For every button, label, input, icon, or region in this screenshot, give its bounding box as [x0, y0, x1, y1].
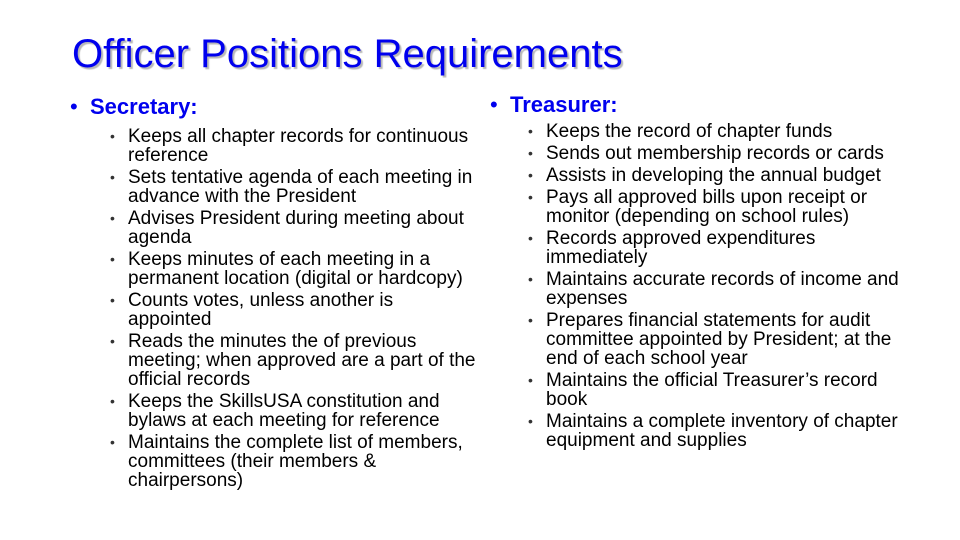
treasurer-duties-list [528, 122, 900, 450]
bullet-icon: • [490, 92, 498, 117]
bullet-icon: • [110, 251, 115, 268]
bullet-icon: • [110, 128, 115, 145]
list-item [528, 188, 900, 226]
treasurer-section [490, 92, 900, 453]
bullet-icon: • [528, 145, 533, 162]
bullet-icon: • [528, 189, 533, 206]
list-item-text: Advises President during meeting about agenda [128, 208, 464, 249]
bullet-icon: • [110, 333, 115, 350]
bullet-icon: • [110, 393, 115, 410]
list-item-text: Assists in developing the annual budget [546, 165, 881, 187]
list-item-text: Pays all approved bills upon receipt or monitor (depending on school rules) [546, 187, 868, 228]
list-item-text: Sets tentative agenda of each meeting in advance with the President [128, 167, 473, 208]
list-item-text: Sends out membership records or cards [546, 143, 884, 165]
bullet-icon: • [110, 210, 115, 227]
list-item [110, 209, 480, 247]
list-item-text: Prepares financial statements for audit committee appointed by President; at the end of each school year [546, 310, 892, 370]
bullet-icon: • [110, 434, 115, 451]
list-item-text: Maintains the official Treasurer’s record book [546, 370, 878, 411]
list-item [110, 433, 480, 490]
list-item [528, 229, 900, 267]
bullet-icon: • [70, 94, 78, 119]
list-item-text: Keeps all chapter records for continuous reference [128, 126, 469, 167]
list-item-text: Maintains the complete list of members, committees (their members & chairpersons) [128, 432, 463, 492]
bullet-icon: • [528, 312, 533, 329]
list-item [110, 291, 480, 329]
list-item-text: Keeps the record of chapter funds [546, 121, 833, 143]
list-item [110, 250, 480, 288]
list-item-text: Maintains a complete inventory of chapter equipment and supplies [546, 411, 898, 452]
list-item-text: Keeps the SkillsUSA constitution and bylaws at each meeting for reference [128, 391, 440, 432]
list-item-text: Maintains accurate records of income and expenses [546, 269, 899, 310]
list-item [110, 332, 480, 389]
bullet-icon: • [528, 167, 533, 184]
slide-title: Officer Positions Requirements [72, 32, 623, 76]
secretary-heading-label: Secretary: [90, 94, 198, 119]
secretary-heading [70, 94, 480, 120]
list-item [528, 166, 900, 185]
bullet-icon: • [110, 292, 115, 309]
bullet-icon: • [528, 372, 533, 389]
list-item [110, 392, 480, 430]
bullet-icon: • [528, 271, 533, 288]
list-item [528, 122, 900, 141]
list-item-text: Records approved expenditures immediately [546, 228, 816, 269]
bullet-icon: • [528, 413, 533, 430]
list-item [528, 311, 900, 368]
secretary-section [70, 94, 480, 493]
list-item-text: Keeps minutes of each meeting in a permanent location (digital or hardcopy) [128, 249, 463, 290]
list-item [528, 144, 900, 163]
treasurer-heading [490, 92, 900, 118]
list-item [110, 127, 480, 165]
treasurer-heading-label: Treasurer: [510, 92, 618, 117]
list-item [110, 168, 480, 206]
bullet-icon: • [110, 169, 115, 186]
list-item-text: Counts votes, unless another is appointed [128, 290, 394, 331]
list-item [528, 270, 900, 308]
list-item [528, 412, 900, 450]
bullet-icon: • [528, 123, 533, 140]
bullet-icon: • [528, 230, 533, 247]
list-item-text: Reads the minutes the of previous meeting; when approved are a part of the official records [128, 331, 476, 391]
secretary-duties-list [110, 127, 480, 490]
list-item [528, 371, 900, 409]
